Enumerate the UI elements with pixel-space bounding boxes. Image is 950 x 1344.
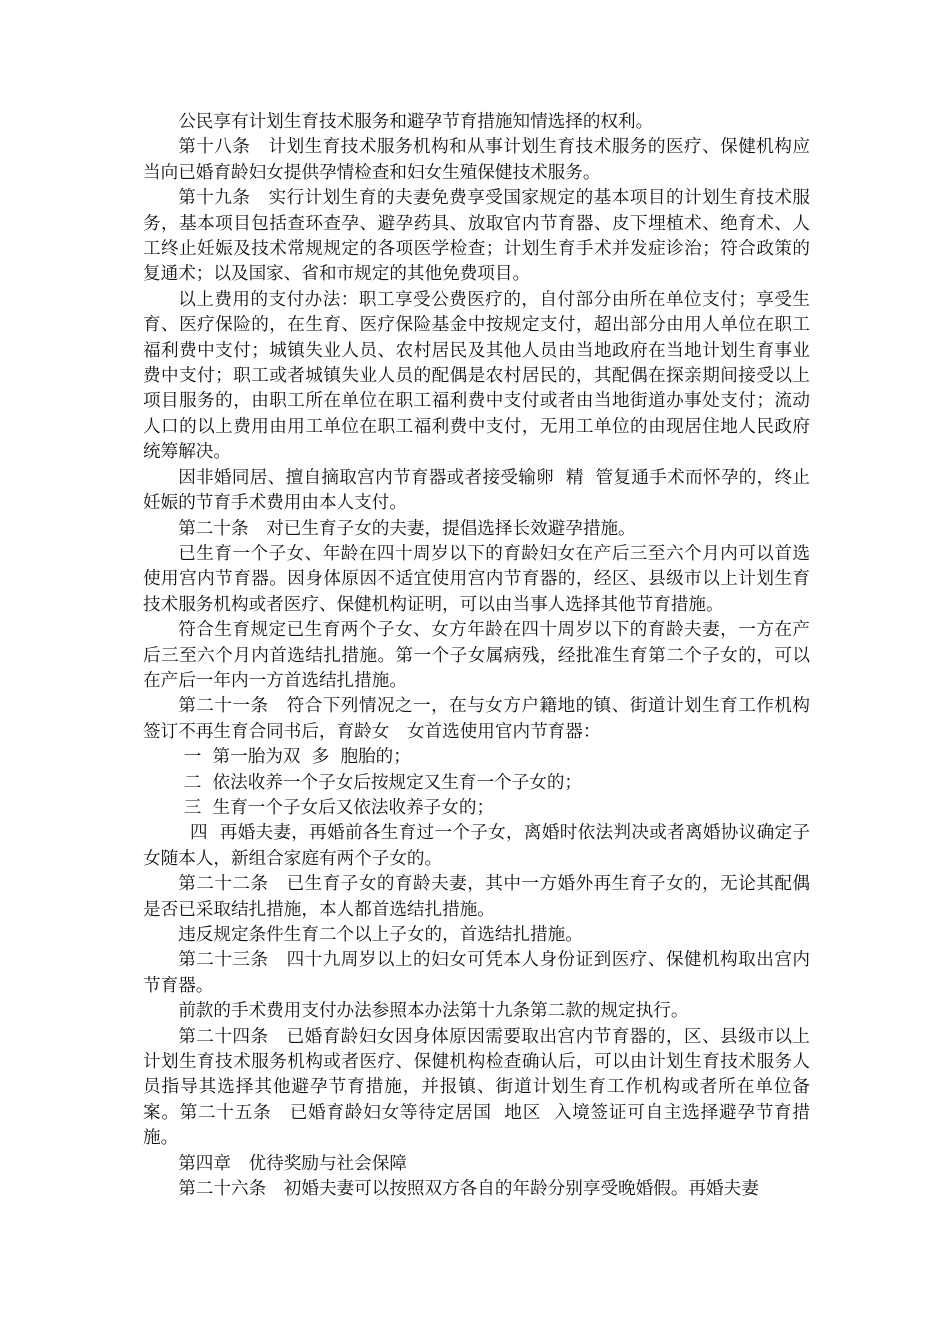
paragraph-fee-reference: 前款的手术费用支付办法参照本办法第十九条第二款的规定执行。 [178, 1001, 689, 1022]
paragraph-violation-sterilization: 违反规定条件生育二个以上子女的，首选结扎措施。 [178, 925, 583, 945]
article-19: 第十九条 实行计划生育的夫妻免费享受国家规定的基本项目的计划生育技术服务，基本项目包括查环查孕、避孕药具、放取官内节育器、皮下埋植术、绝育术、人工终止妊娠及技术常规规定的各项医学检查；计划生育手术并发症诊治；符合政策的复通术；以及国家、省和市规定的其他免费项目。 [143, 188, 810, 285]
list-item-3: 三 生育一个子女后又依法收养子女的； [178, 797, 495, 818]
chapter-4-heading: 第四章 优待奖励与社会保障 [178, 1153, 407, 1174]
paragraph-one-child-iud: 已生育一个子女、年龄在四十周岁以下的育龄妇女在产后三至六个月内可以首选使用宫内节育器。因身体原因不适宜使用宫内节育器的，经区、县级市以上计划生育技术服务机构或者医疗、保健机构证明，可以由当事人选择其他节育措施。 [143, 543, 810, 615]
list-item-4: 四 再婚夫妻，再婚前各生育过一个子女，离婚时依法判决或者离婚协议确定子女随本人，新组合家庭有两个子女的。 [143, 823, 810, 869]
article-26: 第二十六条 初婚夫妻可以按照双方各自的年龄分别享受晚婚假。再婚夫妻 [178, 1179, 759, 1200]
paragraph-unmarried-cohabitation: 因非婚同居、擅自摘取宫内节育器或者接受输卵 精 管复通手术而怀孕的，终止妊娠的节育手术费用由本人支付。 [143, 467, 810, 514]
paragraph-payment-methods: 以上费用的支付办法：职工享受公费医疗的，自付部分由所在单位支付；享受生育、医疗保险的，在生育、医疗保险基金中按规定支付，超出部分由用人单位在职工福利费中支付；城镇失业人员、农村居民及其他人员由当地政府在当地计划生育事业费中支付；职工或者城镇失业人员的配偶是农村居民的，其配偶在探亲期间接受以上项目服务的，由职工所在单位在职工福利费中支付或者由当地街道办事处支付；流动人口的以上费用由用工单位在职工福利费中支付，无用工单位的由现居住地人民政府统筹解决。 [143, 289, 810, 463]
document-page [143, 110, 810, 1202]
paragraph-right-to-choose: 公民享有计划生育技术服务和避孕节育措施知情选择的权利。 [178, 112, 654, 132]
article-22: 第二十二条 已生育子女的育龄夫妻，其中一方婚外再生育子女的，无论其配偶是否已采取结扎措施，本人都首选结扎措施。 [143, 874, 810, 920]
article-23: 第二十三条 四十九周岁以上的妇女可凭本人身份证到医疗、保健机构取出宫内节育器。 [143, 950, 810, 996]
list-item-2: 二 依法收养一个子女后按规定又生育一个子女的； [178, 772, 583, 793]
article-20: 第二十条 对已生育子女的夫妻，提倡选择长效避孕措施。 [178, 518, 636, 539]
article-24-25: 第二十四条 已婚育龄妇女因身体原因需要取出宫内节育器的，区、县级市以上计划生育技术服务机构或者医疗、保健机构检查确认后，可以由计划生育技术服务人员指导其选择其他避孕节育措施，并报镇、街道计划生育工作机构或者所在单位备案。第二十五条 已婚育龄妇女等待定居国 地区 入境签证可自主选择避孕节育措施。 [143, 1026, 810, 1149]
list-item-1: 一 第一胎为双 多 胞胎的； [178, 747, 411, 768]
paragraph-two-children-sterilization: 符合生育规定已生育两个子女、女方年龄在四十周岁以下的育龄夫妻，一方在产后三至六个月内首选结扎措施。第一个子女属病残，经批准生育第二个子女的，可以在产后一年内一方首选结扎措施。 [143, 620, 810, 691]
article-18: 第十八条 计划生育技术服务机构和从事计划生育技术服务的医疗、保健机构应当向已婚育龄妇女提供孕情检查和妇女生殖保健技术服务。 [143, 137, 810, 183]
article-21: 第二十一条 符合下列情况之一，在与女方户籍地的镇、街道计划生育工作机构签订不再生育合同书后，育龄女 女首选使用官内节育器： [143, 696, 810, 742]
